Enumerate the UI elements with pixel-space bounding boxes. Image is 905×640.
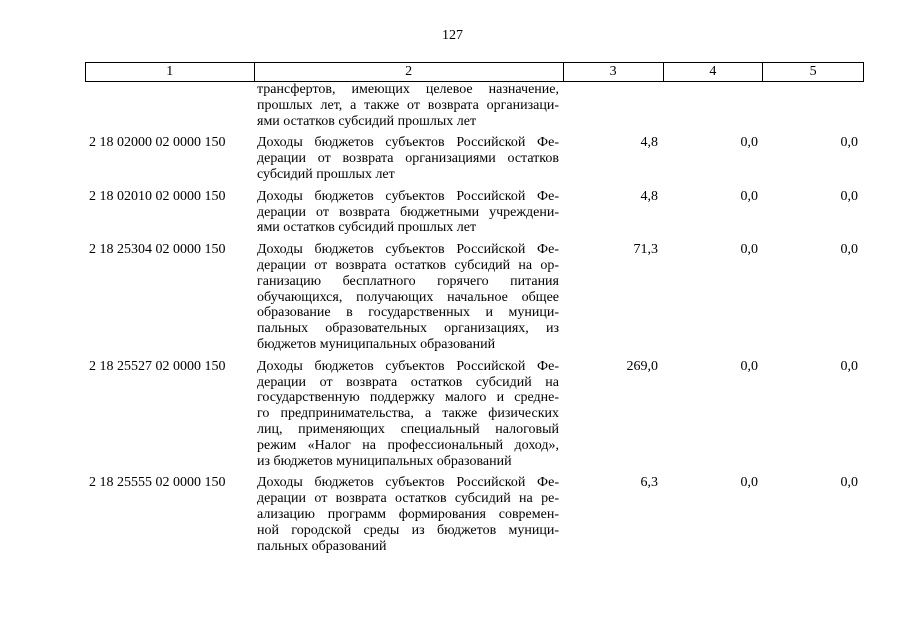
row-value-col4: 0,0: [740, 358, 758, 374]
header-col-2: 2: [255, 63, 564, 81]
description-line: дерации от возврата остатков субсидий на ор-: [257, 257, 559, 273]
row-code: 2 18 02010 02 0000 150: [89, 188, 226, 204]
row-value-col4: 0,0: [740, 242, 758, 258]
description-line: Доходы бюджетов субъектов Российской Фе-: [257, 475, 559, 491]
table-row: [85, 475, 864, 554]
description-line: лиц, применяющих специальный налоговый: [257, 421, 559, 437]
description-line: субсидий прошлых лет: [257, 166, 395, 182]
table-row: [85, 242, 864, 353]
table-body: [85, 82, 864, 554]
description-line: ями остатков субсидий прошлых лет: [257, 220, 477, 236]
row-value-col5: [764, 82, 864, 129]
row-code: [85, 82, 254, 129]
table-row-continuation: [85, 82, 864, 129]
description-line: прошлых лет, а также от возврата организаци-: [257, 97, 559, 113]
row-value-col4: [664, 82, 764, 129]
description-line: пальных образований: [257, 538, 387, 554]
page-number: 127: [442, 28, 463, 43]
description-line: Доходы бюджетов субъектов Российской Фе-: [257, 188, 559, 204]
description-line: ями остатков субсидий прошлых лет: [257, 113, 477, 129]
table-row: [85, 135, 864, 182]
row-value-col3: 6,3: [640, 475, 658, 491]
row-value-col5: 0,0: [840, 358, 858, 374]
row-code: 2 18 25527 02 0000 150: [89, 358, 226, 374]
row-description: [254, 475, 564, 554]
row-value-col5: 0,0: [840, 242, 858, 258]
header-col-1: 1: [86, 63, 255, 81]
row-value-col3: 4,8: [640, 188, 658, 204]
description-line: ной городской среды из бюджетов муници-: [257, 522, 559, 538]
table-row: [85, 359, 864, 470]
description-line: ализацию программ формирования современ-: [257, 506, 559, 522]
row-description: [254, 189, 564, 236]
row-value-col4: 0,0: [740, 475, 758, 491]
row-value-col5: 0,0: [840, 135, 858, 151]
header-col-4: 4: [664, 63, 764, 81]
row-value-col4: 0,0: [740, 188, 758, 204]
description-line: дерации от возврата остатков субсидий на ре-: [257, 491, 559, 507]
row-description: [254, 242, 564, 353]
row-value-col3: 269,0: [626, 358, 658, 374]
description-line: Доходы бюджетов субъектов Российской Фе-: [257, 242, 559, 258]
row-description: [254, 135, 564, 182]
description-line: государственную поддержку малого и средне-: [257, 390, 559, 406]
table-row: [85, 189, 864, 236]
row-code: 2 18 25555 02 0000 150: [89, 475, 226, 491]
row-description: [254, 82, 564, 129]
row-value-col3: [564, 82, 664, 129]
row-code: 2 18 25304 02 0000 150: [89, 242, 226, 258]
description-line: дерации от возврата остатков субсидий на: [257, 374, 559, 390]
description-line: Доходы бюджетов субъектов Российской Фе-: [257, 358, 559, 374]
description-line: образование в государственных и муници-: [257, 305, 559, 321]
description-line: режим «Налог на профессиональный доход»,: [257, 437, 559, 453]
description-line: Доходы бюджетов субъектов Российской Фе-: [257, 135, 559, 151]
description-line: бюджетов муниципальных образований: [257, 336, 496, 352]
description-line: дерации от возврата организациями остатков: [257, 151, 559, 167]
row-value-col3: 4,8: [640, 135, 658, 151]
description-line: пальных образовательных организациях, из: [257, 321, 559, 337]
description-line: ганизацию бесплатного горячего питания: [257, 273, 559, 289]
description-line: дерации от возврата бюджетными учреждени-: [257, 204, 559, 220]
row-description: [254, 359, 564, 470]
row-value-col5: 0,0: [840, 188, 858, 204]
table-header: [85, 62, 864, 82]
row-value-col5: 0,0: [840, 475, 858, 491]
header-col-5: 5: [809, 64, 817, 79]
description-line: из бюджетов муниципальных образований: [257, 453, 512, 469]
description-line: трансфертов, имеющих целевое назначение,: [257, 82, 559, 97]
row-value-col4: 0,0: [740, 135, 758, 151]
row-value-col3: 71,3: [633, 242, 658, 258]
description-line: обучающихся, получающих начальное общее: [257, 289, 559, 305]
row-code: 2 18 02000 02 0000 150: [89, 135, 226, 151]
header-col-3: 3: [564, 63, 664, 81]
description-line: го предпринимательства, а также физических: [257, 406, 559, 422]
